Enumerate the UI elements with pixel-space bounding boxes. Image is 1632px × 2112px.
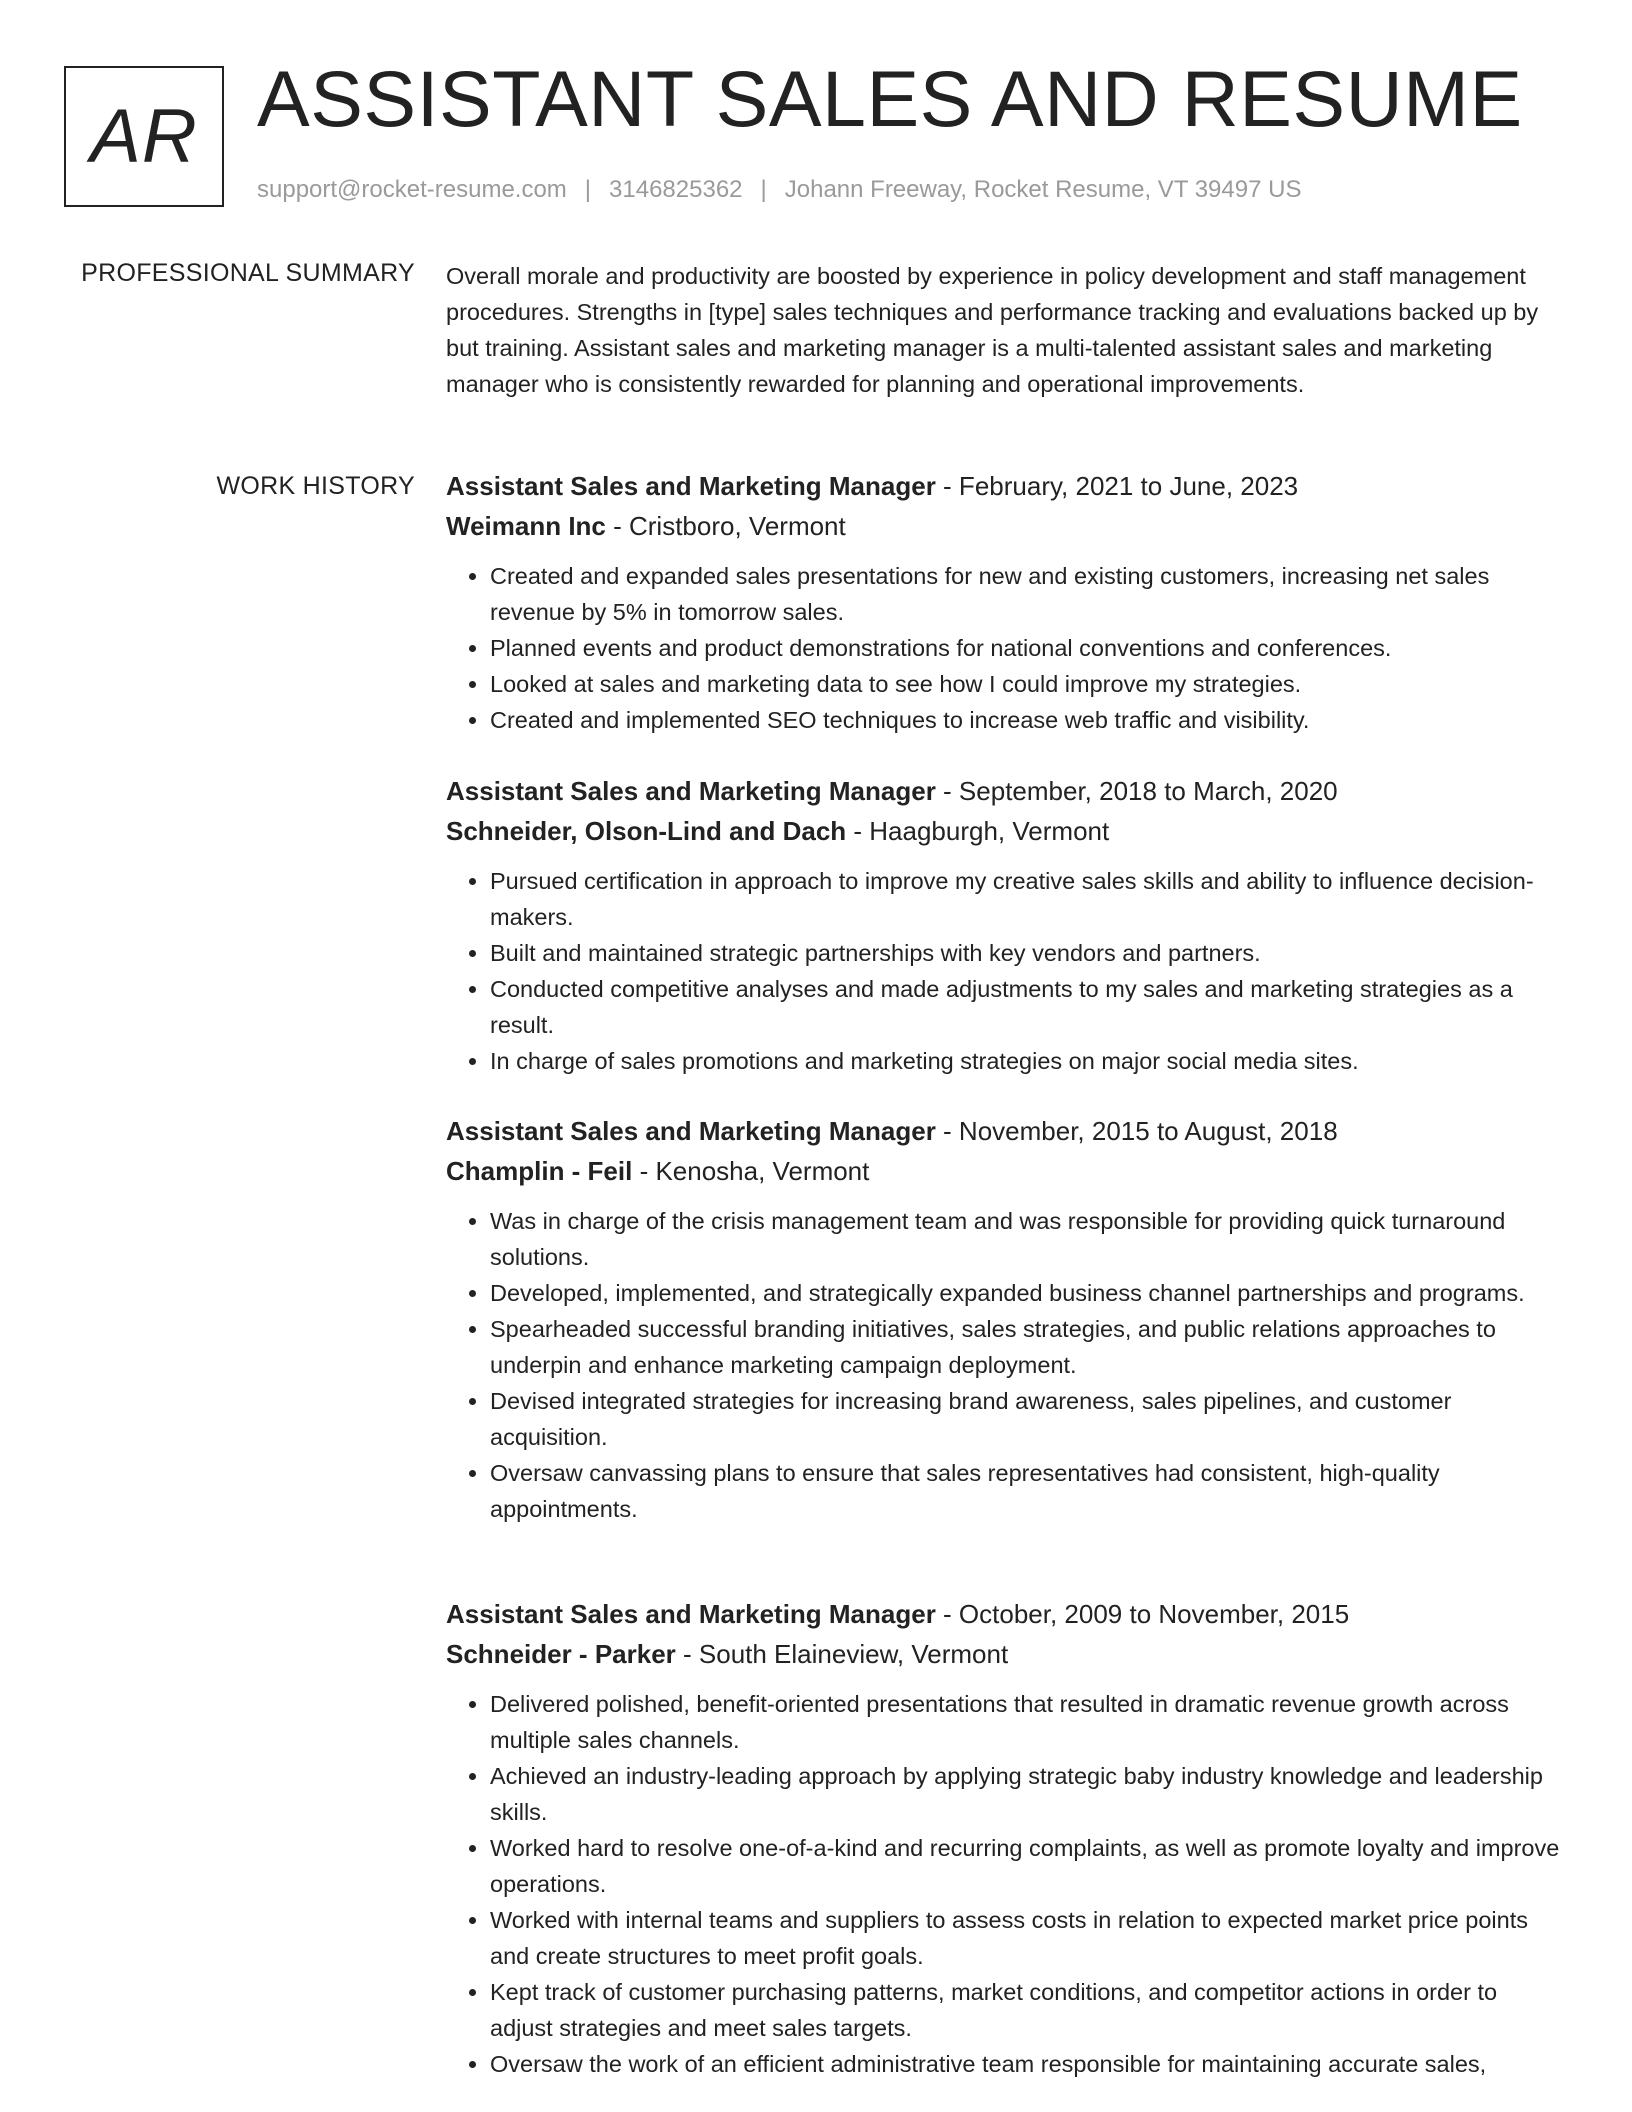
job-entry xyxy=(446,1111,1566,1527)
summary-text: Overall morale and productivity are boosted by experience in policy development and staff management procedures. Strengths in [type] sales techniques and performance tracking and evaluations backed up by but training. Assistant sales and marketing manager is a multi-talented assistant sales and marketing manager who is consistently rewarded for planning and operational improvements. xyxy=(446,263,1539,397)
job-bullet: • Worked with internal teams and suppliers to assess costs in relation to expected market price points and create structures to meet profit goals. xyxy=(490,1902,1566,1974)
job-bullet: • Worked hard to resolve one-of-a-kind and recurring complaints, as well as promote loyalty and improve operations. xyxy=(490,1830,1566,1902)
job-bullet: • Created and expanded sales presentations for new and existing customers, increasing net sales revenue by 5% in tomorrow sales. xyxy=(490,558,1566,630)
job-title-line xyxy=(446,1594,1566,1634)
job-company-line xyxy=(446,506,1566,546)
job-title-line xyxy=(446,466,1566,506)
summary-section-label: PROFESSIONAL SUMMARY xyxy=(81,259,415,287)
job-bullet: • Pursued certification in approach to improve my creative sales skills and ability to influence decision-makers. xyxy=(490,863,1566,935)
job-bullet: • Devised integrated strategies for increasing brand awareness, sales pipelines, and customer acquisition. xyxy=(490,1383,1566,1455)
job-bullet-list xyxy=(446,1203,1566,1527)
job-company: Schneider - Parker xyxy=(446,1639,676,1669)
job-entry xyxy=(446,1594,1566,2082)
job-bullet: • In charge of sales promotions and marketing strategies on major social media sites. xyxy=(490,1043,1566,1079)
work-history-section-label: WORK HISTORY xyxy=(216,472,415,500)
contact-separator: | xyxy=(760,176,767,203)
contact-address: Johann Freeway, Rocket Resume, VT 39497 US xyxy=(784,176,1302,203)
job-dates: - February, 2021 to June, 2023 xyxy=(935,471,1299,501)
job-location: - Kenosha, Vermont xyxy=(632,1156,870,1186)
contact-line xyxy=(257,176,1301,204)
job-title-line xyxy=(446,771,1566,811)
job-company-line xyxy=(446,1634,1566,1674)
job-location: - Cristboro, Vermont xyxy=(605,511,846,541)
job-bullet: • Built and maintained strategic partnerships with key vendors and partners. xyxy=(490,935,1566,971)
job-title: Assistant Sales and Marketing Manager xyxy=(446,776,936,806)
job-dates: - September, 2018 to March, 2020 xyxy=(935,776,1338,806)
job-bullet: • Planned events and product demonstrations for national conventions and conferences. xyxy=(490,630,1566,666)
contact-phone[interactable]: 3146825362 xyxy=(609,176,743,203)
job-bullet-list xyxy=(446,558,1566,738)
job-company-line xyxy=(446,1151,1566,1191)
job-bullet: • Conducted competitive analyses and made adjustments to my sales and marketing strategies as a result. xyxy=(490,971,1566,1043)
job-bullet-list xyxy=(446,863,1566,1079)
job-company: Champlin - Feil xyxy=(446,1156,633,1186)
job-title: Assistant Sales and Marketing Manager xyxy=(446,1599,936,1629)
contact-email[interactable]: support@rocket-resume.com xyxy=(257,176,567,203)
job-bullet: • Created and implemented SEO techniques to increase web traffic and visibility. xyxy=(490,702,1566,738)
monogram-logo: AR xyxy=(64,66,224,207)
job-bullet: • Was in charge of the crisis management team and was responsible for providing quick turnaround solutions. xyxy=(490,1203,1566,1275)
job-bullet: • Spearheaded successful branding initiatives, sales strategies, and public relations approaches to underpin and enhance marketing campaign deployment. xyxy=(490,1311,1566,1383)
job-title: Assistant Sales and Marketing Manager xyxy=(446,1116,936,1146)
job-bullet: • Oversaw canvassing plans to ensure that sales representatives had consistent, high-quality appointments. xyxy=(490,1455,1566,1527)
job-company: Weimann Inc xyxy=(446,511,606,541)
job-bullet: • Oversaw the work of an efficient administrative team responsible for maintaining accurate sales, xyxy=(490,2046,1566,2082)
job-company: Schneider, Olson-Lind and Dach xyxy=(446,816,847,846)
job-bullet: • Developed, implemented, and strategically expanded business channel partnerships and programs. xyxy=(490,1275,1566,1311)
job-dates: - October, 2009 to November, 2015 xyxy=(935,1599,1350,1629)
job-location: - South Elaineview, Vermont xyxy=(675,1639,1009,1669)
job-dates: - November, 2015 to August, 2018 xyxy=(935,1116,1338,1146)
job-location: - Haagburgh, Vermont xyxy=(846,816,1110,846)
job-entry xyxy=(446,771,1566,1079)
job-bullet-list xyxy=(446,1686,1566,2082)
job-bullet: • Achieved an industry-leading approach by applying strategic baby industry knowledge and leadership skills. xyxy=(490,1758,1566,1830)
job-company-line xyxy=(446,811,1566,851)
job-title-line xyxy=(446,1111,1566,1151)
job-title: Assistant Sales and Marketing Manager xyxy=(446,471,936,501)
job-bullet: • Delivered polished, benefit-oriented presentations that resulted in dramatic revenue growth across multiple sales channels. xyxy=(490,1686,1566,1758)
contact-separator: | xyxy=(584,176,592,203)
resume-name-heading: ASSISTANT SALES AND RESUME xyxy=(257,54,1523,143)
job-bullet: • Kept track of customer purchasing patterns, market conditions, and competitor actions in order to adjust strategies and meet sales targets. xyxy=(490,1974,1566,2046)
job-bullet: • Looked at sales and marketing data to see how I could improve my strategies. xyxy=(490,666,1566,702)
job-entry xyxy=(446,466,1566,738)
